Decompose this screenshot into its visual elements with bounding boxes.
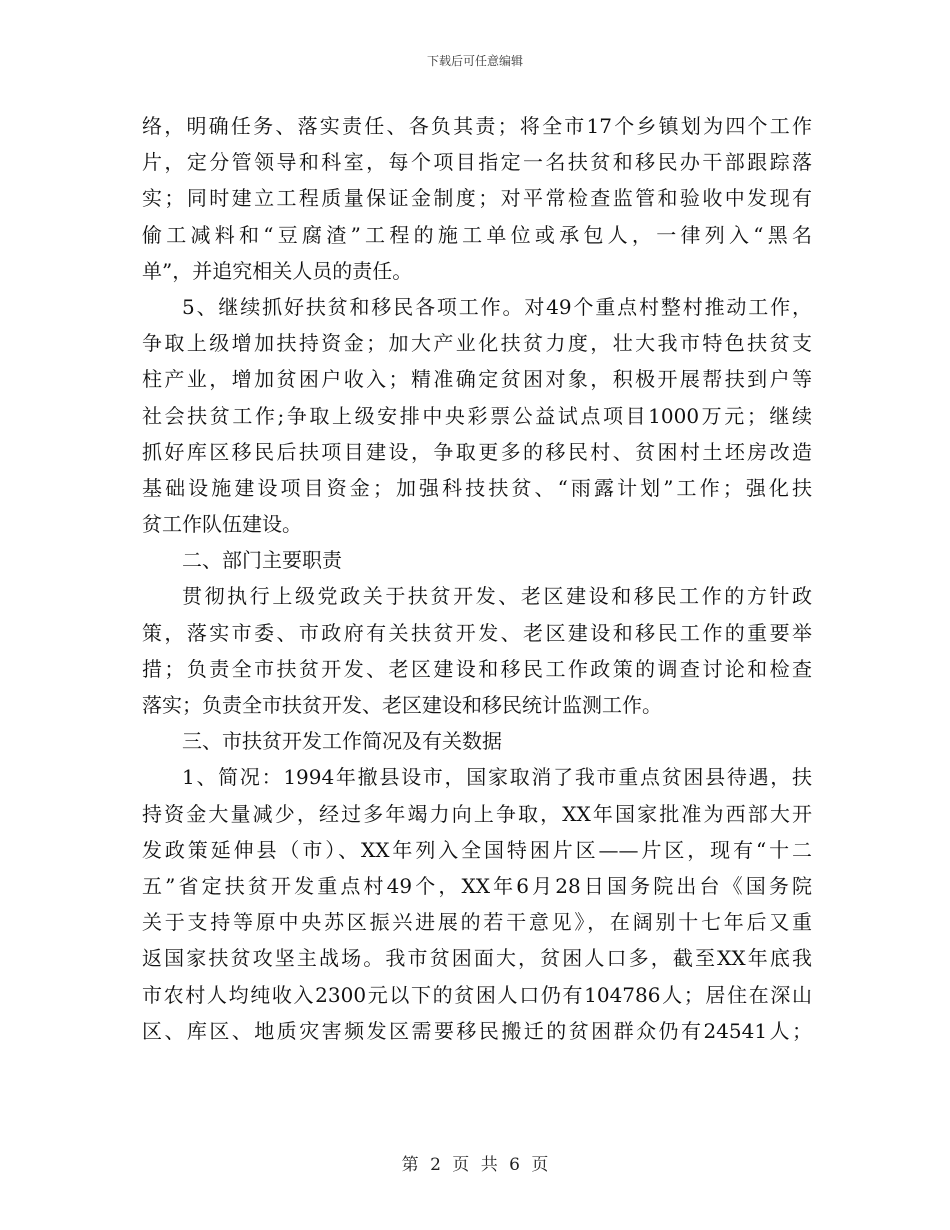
text-line: 策，落实市委、市政府有关扶贫开发、老区建设和移民工作的重要举 bbox=[142, 620, 812, 645]
page-number-footer: 第 2 页 共 6 页 bbox=[401, 1155, 549, 1175]
text-line: 单”，并追究相关人员的责任。 bbox=[142, 258, 413, 283]
section-heading: 三、市扶贫开发工作简况及有关数据 bbox=[182, 729, 502, 754]
text-line: 基础设施建设项目资金；加强科技扶贫、“雨露计划”工作；强化扶 bbox=[142, 475, 812, 500]
text-line: 五”省定扶贫开发重点村49个，XX年6月28日国务院出台《国务院 bbox=[142, 873, 812, 898]
text-line: 市农村人均纯收入2300元以下的贫困人口仍有104786人；居住在深山 bbox=[142, 982, 812, 1007]
document-body bbox=[142, 108, 812, 1049]
text-line: 5、继续抓好扶贫和移民各项工作。对49个重点村整村推动工作， bbox=[182, 294, 812, 319]
text-line: 发政策延伸县（市）、XX年列入全国特困片区——片区，现有“十二 bbox=[142, 837, 812, 862]
text-line: 片，定分管领导和科室，每个项目指定一名扶贫和移民办干部跟踪落 bbox=[142, 150, 812, 175]
text-line: 返国家扶贫攻坚主战场。我市贫困面大，贫困人口多，截至XX年底我 bbox=[142, 946, 812, 971]
text-line: 络，明确任务、落实责任、各负其责；将全市17个乡镇划为四个工作 bbox=[142, 114, 812, 138]
text-line: 区、库区、地质灾害频发区需要移民搬迁的贫困群众仍有24541人； bbox=[142, 1018, 812, 1043]
text-line: 持资金大量减少，经过多年竭力向上争取，XX年国家批准为西部大开 bbox=[142, 801, 812, 826]
text-line: 措；负责全市扶贫开发、老区建设和移民工作政策的调查讨论和检查 bbox=[142, 656, 812, 681]
text-line: 抓好库区移民后扶项目建设，争取更多的移民村、贫困村土坯房改造 bbox=[142, 439, 812, 464]
text-line: 落实；负责全市扶贫开发、老区建设和移民统计监测工作。 bbox=[142, 693, 662, 717]
text-line: 贫工作队伍建设。 bbox=[142, 512, 302, 537]
text-line: 柱产业，增加贫困户收入；精准确定贫困对象，积极开展帮扶到户等 bbox=[142, 367, 812, 392]
text-line: 关于支持等原中央苏区振兴进展的若干意见》，在阔别十七年后又重 bbox=[142, 910, 812, 935]
text-line: 1、简况：1994年撤县设市，国家取消了我市重点贫困县待遇，扶 bbox=[182, 765, 812, 790]
text-line: 贯彻执行上级党政关于扶贫开发、老区建设和移民工作的方针政 bbox=[182, 584, 812, 609]
text-line: 实；同时建立工程质量保证金制度；对平常检查监管和验收中发现有 bbox=[142, 186, 812, 211]
text-line: 社会扶贫工作;争取上级安排中央彩票公益试点项目1000万元；继续 bbox=[142, 403, 812, 428]
text-line: 偷工减料和“豆腐渣”工程的施工单位或承包人，一律列入“黑名 bbox=[142, 222, 812, 247]
text-line: 争取上级增加扶持资金；加大产业化扶贫力度，壮大我市特色扶贫支 bbox=[142, 331, 812, 356]
page-header: 下载后可任意编辑 bbox=[426, 54, 523, 68]
section-heading: 二、部门主要职责 bbox=[182, 548, 342, 573]
